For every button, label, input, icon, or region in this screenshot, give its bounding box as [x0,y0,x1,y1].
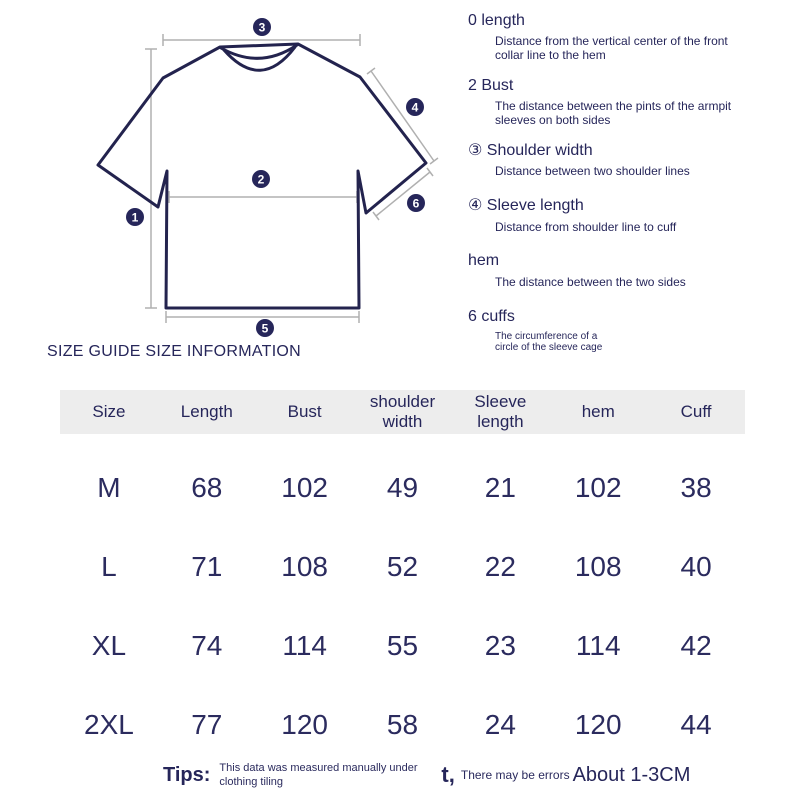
legend-item-desc: Distance between two shoulder lines [495,164,690,179]
marker-badge-4 [406,98,424,116]
table-cell: 23 [484,629,516,661]
table-cell: 42 [680,629,712,661]
table-row-2xl [60,685,745,764]
size-table-header [60,390,745,434]
table-cell: 71 [191,550,223,582]
table-cell: 38 [680,471,712,503]
header-cell-shoulder-width: shoulder width [369,392,436,431]
table-cell: 68 [191,471,223,503]
header-cell-size: Size [92,402,126,422]
size-table-body [60,448,745,764]
size-table [60,390,745,764]
tips-glyph: t, [441,762,455,788]
section-title: SIZE GUIDE SIZE INFORMATION [47,343,302,360]
legend-item-heading: 2 Bust [468,76,514,94]
marker-badge-5 [256,319,274,337]
legend-item-heading: hem [468,252,500,270]
legend-item-length [468,12,793,63]
legend-item-desc: The distance between the two sides [495,274,686,289]
legend-item-desc: The distance between the pints of the armpit sleeves on both sides [495,99,732,128]
marker-badge-2 [252,170,270,188]
table-cell: L [101,550,117,582]
legend-item-heading: ④ Sleeve length [468,197,584,215]
svg-text:3: 3 [258,20,266,35]
table-cell: 120 [574,708,622,740]
table-cell: 58 [386,708,419,740]
table-cell: 114 [575,629,621,661]
table-row-l [60,527,745,606]
table-cell: XL [91,629,127,661]
tips-bar [163,761,690,790]
tips-about-text: About 1-3CM [572,763,691,786]
legend-item-desc: Distance from shoulder line to cuff [495,219,677,234]
legend-item-desc: Distance from the vertical center of the front collar line to the hem [495,34,728,63]
header-cell-length: Length [180,402,233,422]
table-cell: 40 [680,550,712,582]
header-cell-hem: hem [581,402,615,422]
table-cell: 2XL [84,708,134,740]
tips-label: Tips: [163,763,211,786]
svg-text:1: 1 [131,210,139,225]
tips-errors-text: There may be errors [460,768,570,783]
table-row-m [60,448,745,527]
header-cell-sleeve-length: Sleeve length [474,392,527,431]
tips-note: This data was measured manually under clothing tiling [219,762,418,789]
table-cell: 52 [386,550,419,582]
legend-item-shoulder-width [468,142,793,179]
table-cell: 114 [282,629,327,661]
svg-text:4: 4 [411,100,419,115]
legend-item-heading: ③ Shoulder width [468,141,593,159]
table-cell: 22 [484,550,516,582]
marker-badge-3 [253,18,271,36]
legend-item-sleeve-length [468,197,793,234]
table-cell: 108 [281,550,328,582]
legend-item-desc: The circumference of a circle of the sleeve cage [495,330,603,354]
table-cell: 49 [386,471,419,503]
table-cell: M [97,471,121,503]
legend-item-heading: 6 cuffs [468,307,515,325]
table-cell: 55 [386,629,419,661]
table-cell: 44 [680,708,712,740]
table-cell: 74 [191,629,223,661]
table-cell: 24 [484,708,516,740]
table-cell: 102 [574,471,622,503]
header-cell-bust: Bust [287,402,322,422]
legend-item-hem [468,252,793,289]
measurement-legend [468,12,793,368]
legend-item-bust [468,77,793,128]
legend-item-cuffs [468,308,793,354]
marker-badge-1 [126,208,144,226]
table-cell: 102 [281,471,328,503]
legend-item-heading: 0 length [468,12,525,29]
svg-text:6: 6 [412,196,420,211]
svg-text:2: 2 [257,172,265,187]
svg-text:5: 5 [261,321,269,336]
table-cell: 120 [281,708,328,740]
table-cell: 77 [191,708,223,740]
tshirt-measurement-diagram [55,8,455,353]
table-cell: 108 [574,550,622,582]
table-cell: 21 [484,471,516,503]
header-cell-cuff: Cuff [680,402,712,422]
marker-badge-6 [407,194,425,212]
table-row-xl [60,606,745,685]
